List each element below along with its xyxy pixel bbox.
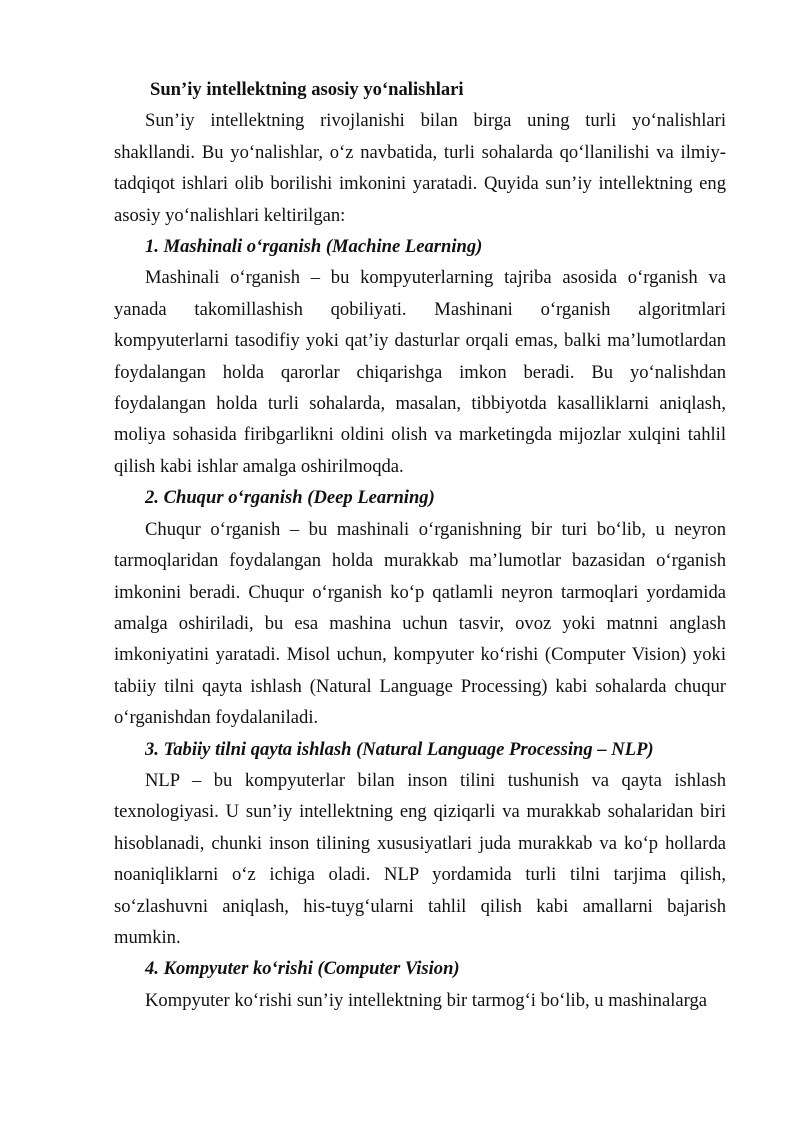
section-heading-machine-learning: 1. Mashinali o‘rganish (Machine Learning) xyxy=(145,236,483,258)
section-body-deep-learning: Chuqur o‘rganish – bu mashinali o‘rganishning bir turi bo‘lib, u neyron tarmoqlaridan foydalangan holda murakkab ma’lumotlar bazasidan o‘rganish imkonini beradi. Chuqur o‘rganish ko‘p qatlamli neyron tarmoqlari yordamida amalga oshiriladi, bu esa mashina uchun tasvir, ovoz yoki matnni anglash imkoniyatini yaratadi. Misol uchun, kompyuter ko‘rishi (Computer Vision) yoki tabiiy tilni qayta ishlash (Natural Language Processing) kabi sohalarda chuqur o‘rganishdan foydalaniladi. xyxy=(114,518,726,729)
section-heading-nlp: 3. Tabiiy tilni qayta ishlash (Natural Language Processing – NLP) xyxy=(145,738,654,760)
section-heading-computer-vision: 4. Kompyuter ko‘rishi (Computer Vision) xyxy=(145,958,460,980)
document-title: Sun’iy intellektning asosiy yo‘nalishlari xyxy=(150,79,464,100)
intro-paragraph: Sun’iy intellektning rivojlanishi bilan birga uning turli yo‘nalishlari shakllandi. Bu yo‘nalishlar, o‘z navbatida, turli sohalarda qo‘llanilishi va ilmiy-tadqiqot ishlari olib borilishi imkonini yaratadi. Quyida sun’iy intellektning eng asosiy yo‘nalishlari keltirilgan: xyxy=(114,110,726,226)
document-page xyxy=(114,74,726,1016)
section-body-computer-vision: Kompyuter ko‘rishi sun’iy intellektning bir tarmog‘i bo‘lib, u mashinalarga xyxy=(145,989,708,1011)
section-heading-deep-learning: 2. Chuqur o‘rganish (Deep Learning) xyxy=(145,487,435,509)
section-body-machine-learning: Mashinali o‘rganish – bu kompyuterlarning tajriba asosida o‘rganish va yanada takomillashish qobiliyati. Mashinani o‘rganish algoritmlari kompyuterlarni tasodifiy yoki qat’iy dasturlar orqali emas, balki ma’lumotlardan foydalangan holda qarorlar chiqarishga imkon beradi. Bu yo‘nalishdan foydalangan holda turli sohalarda, masalan, tibbiyotda kasalliklarni aniqlash, moliya sohasida firibgarlikni oldini olish va marketingda mijozlar xulqini tahlil qilish kabi ishlar amalga oshirilmoqda. xyxy=(114,267,726,477)
section-body-nlp: NLP – bu kompyuterlar bilan inson tilini tushunish va qayta ishlash texnologiyasi. U sun’iy intellektning eng qiziqarli va murakkab sohalaridan biri hisoblanadi, chunki inson tilining xususiyatlari juda murakkab va ko‘p hollarda noaniqliklarni o‘z ichiga oladi. NLP yordamida turli tilni tarjima qilish, so‘zlashuvni aniqlash, his-tuyg‘ularni tahlil qilish kabi amallarni bajarish mumkin. xyxy=(114,769,726,948)
